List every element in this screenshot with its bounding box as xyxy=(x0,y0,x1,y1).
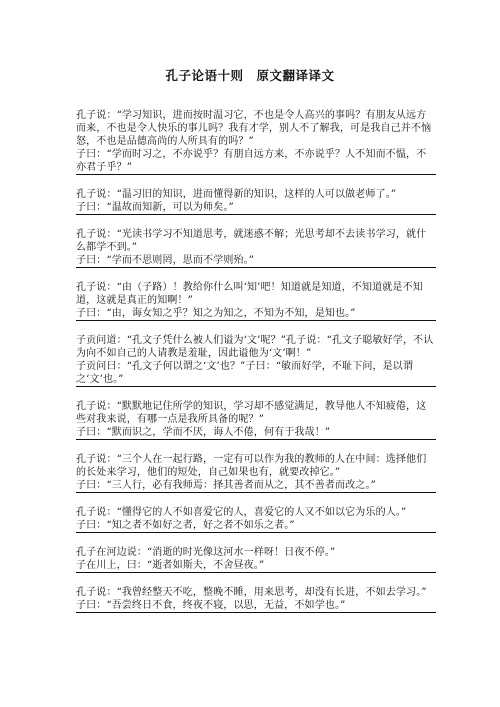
passage-translation: 孔子说：“我曾经整天不吃，整晚不睡，用来思考，却没有长进，不如去学习。” xyxy=(76,587,427,598)
passage-original: 子曰：“三人行，必有我师焉：择其善者而从之，其不善者而改之。” xyxy=(76,479,436,493)
passage-3 xyxy=(76,228,436,268)
passage-1 xyxy=(76,109,436,175)
passage-10 xyxy=(76,586,436,613)
passage-translation: 孔子说：“学习知识，进而按时温习它，不也是令人高兴的事吗？有朋友从远方而来，不也是令人快乐的事儿吗？我有才学，别人不了解我，可是我自己并不恼怒，不也是品德高尚的人所具有的吗？” xyxy=(76,110,432,147)
passage-original: 子曰：“知之者不如好之者，好之者不如乐之者。” xyxy=(76,519,436,533)
passage-original: 子曰：“默而识之，学而不厌，诲人不倦，何有于我哉！” xyxy=(76,426,436,440)
passage-original: 子曰：“吾尝终日不食，终夜不寝，以思，无益，不如学也。” xyxy=(76,599,436,613)
passage-translation: 孔子说：“由（子路）！教给你什么叫‘知’吧！知道就是知道，不知道就是不知道，这就是真正的知啊！” xyxy=(76,282,423,306)
passage-translation: 孔子说：“光读书学习不知道思考，就迷惑不解；光思考却不去读书学习，就什么都学不到。” xyxy=(76,229,427,253)
passage-original: 子曰：“温故而知新，可以为师矣。” xyxy=(76,201,436,215)
passage-7 xyxy=(76,453,436,493)
passage-translation: 孔子说：“懂得它的人不如喜爱它的人，喜爱它的人又不如以它为乐的人。” xyxy=(76,507,407,518)
passage-translation: 孔子说：“温习旧的知识，进而懂得新的知识，这样的人可以做老师了。” xyxy=(76,189,397,200)
passage-6 xyxy=(76,400,436,440)
passage-4 xyxy=(76,281,436,321)
passage-original: 子贡问曰：“孔文子何以谓之‘文’也？”子曰：“敏而好学，不耻下问，是以谓之‘文’也。” xyxy=(76,360,436,387)
passage-translation: 孔子在河边说：“消逝的时光像这河水一样呀！日夜不停。” xyxy=(76,547,336,558)
passage-5 xyxy=(76,334,436,387)
document-body xyxy=(76,109,436,626)
passage-translation: 子贡问道：“孔文子凭什么被人们谥为‘文’呢？”孔子说：“孔文子聪敏好学，不认为向不如自己的人请教是羞耻，因此谥他为‘文’啊！” xyxy=(76,335,434,359)
passage-translation: 孔子说：“三个人在一起行路，一定有可以作为我的教师的人在中间：选择他们的长处来学习，他们的短处，自己如果也有，就要改掉它。” xyxy=(76,454,427,478)
passage-8 xyxy=(76,506,436,533)
passage-original: 子曰：“学而时习之，不亦说乎？有朋自远方来，不亦说乎？人不知而不愠，不亦君子乎？” xyxy=(76,148,436,175)
document-title: 孔子论语十则 原文翻译译文 xyxy=(165,68,335,83)
passage-original: 子在川上，曰：“逝者如斯夫，不舍昼夜。” xyxy=(76,559,436,573)
passage-translation: 孔子说：“默默地记住所学的知识，学习却不感觉满足，教导他人不知疲倦，这些对我来说，有哪一点是我所具备的呢？” xyxy=(76,401,427,425)
passage-2 xyxy=(76,188,436,215)
passage-original: 子曰：“学而不思则罔，思而不学则殆。” xyxy=(76,254,436,268)
passage-original: 子曰：“由，诲女知之乎？知之为知之，不知为不知，是知也。” xyxy=(76,307,436,321)
passage-9 xyxy=(76,546,436,573)
